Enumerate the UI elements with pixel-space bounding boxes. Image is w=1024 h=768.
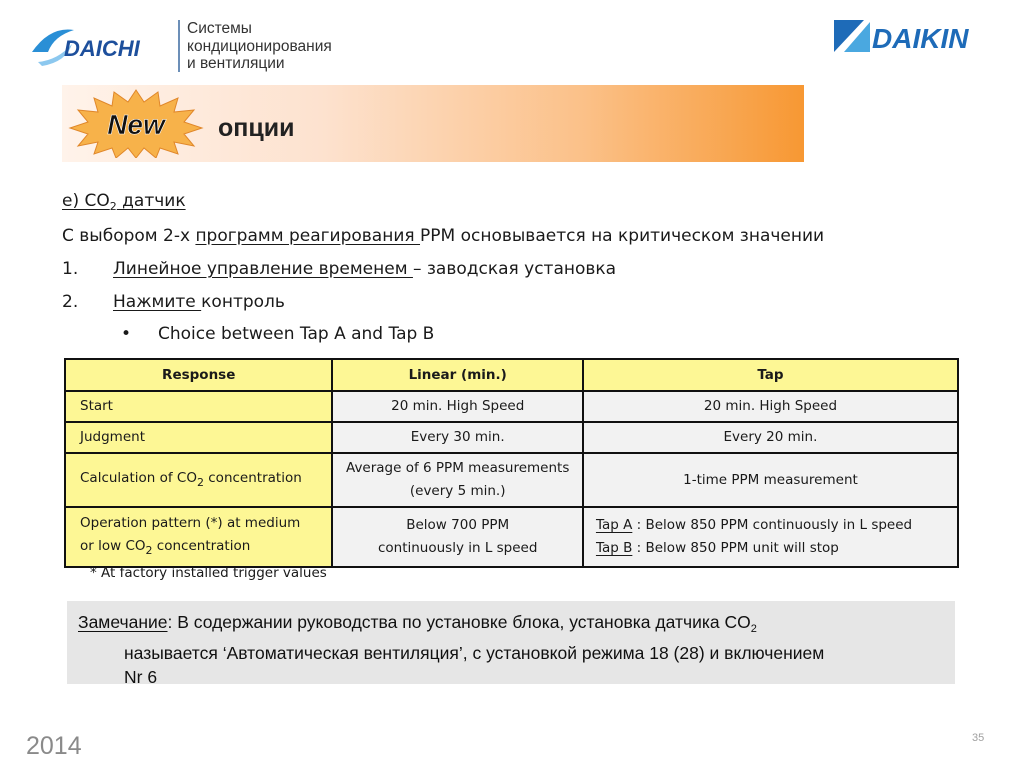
note-label: Замечание — [78, 612, 168, 632]
note-text: Замечание: В содержании руководства по установке блока, установка датчика $CO_2$ называется ‘Автоматическая вентиляция’, с установкой режима 18 (28) и включением Nr 6 — [78, 612, 825, 687]
tagline-line: кондиционирования — [187, 37, 332, 55]
list-item-number: 1. — [62, 259, 79, 279]
linear-cell: Average of 6 PPM measurements (every 5 min.) — [332, 453, 583, 507]
tap-cell: 1-time PPM measurement — [583, 453, 958, 507]
daikin-logo — [832, 18, 998, 56]
tap-cell: 20 min. High Speed — [583, 391, 958, 422]
table-row — [65, 507, 958, 567]
page-number: 35 — [972, 732, 985, 744]
list-item: Линейное управление временем – заводская установка — [113, 259, 617, 279]
svg-text:DAIKIN: DAIKIN — [872, 23, 969, 54]
row-label: Judgment — [65, 422, 332, 453]
column-header: Response — [65, 359, 332, 391]
bullet-text: Choice between Tap A and Tap B — [158, 324, 435, 344]
tagline-line: и вентиляции — [187, 55, 285, 72]
logo-separator — [178, 20, 180, 72]
tap-b-label: Tap B — [595, 540, 633, 556]
tap-cell: Tap A : Below 850 PPM continuously in L speed Tap B : Below 850 PPM unit will stop — [583, 507, 958, 567]
row-label: Operation pattern (*) at medium or low $CO_2$ concentration — [65, 507, 332, 567]
section-heading: e) $CO_2$ датчик — [62, 191, 186, 213]
tap-cell: Every 20 min. — [583, 422, 958, 453]
column-header: Tap — [583, 359, 958, 391]
table-row — [65, 422, 958, 453]
linear-cell: Every 30 min. — [332, 422, 583, 453]
linear-cell: 20 min. High Speed — [332, 391, 583, 422]
new-badge-icon — [66, 88, 206, 158]
row-label: Start — [65, 391, 332, 422]
footnote: * At factory installed trigger values — [90, 565, 327, 581]
page-title: опции — [218, 114, 295, 142]
tap-a-label: Tap A — [595, 517, 633, 533]
footer-year: 2014 — [26, 732, 82, 760]
bullet-icon: • — [121, 324, 132, 344]
column-header: Linear (min.) — [332, 359, 583, 391]
company-tagline — [187, 20, 332, 73]
list-item: Нажмите контроль — [113, 292, 285, 312]
table-header-row — [65, 359, 958, 391]
svg-text:DAICHI: DAICHI — [64, 36, 140, 61]
svg-text:New: New — [107, 109, 165, 140]
comparison-table — [64, 358, 959, 568]
tagline-line: Системы — [187, 20, 252, 37]
list-item-number: 2. — [62, 292, 79, 312]
table-row — [65, 453, 958, 507]
linear-cell: Below 700 PPM continuously in L speed — [332, 507, 583, 567]
row-label: Calculation of $CO_2$ concentration — [65, 453, 332, 507]
table-row — [65, 391, 958, 422]
daichi-logo — [28, 22, 178, 72]
intro-text: С выбором 2-х программ реагирования PPM основывается на критическом значении — [62, 226, 825, 246]
